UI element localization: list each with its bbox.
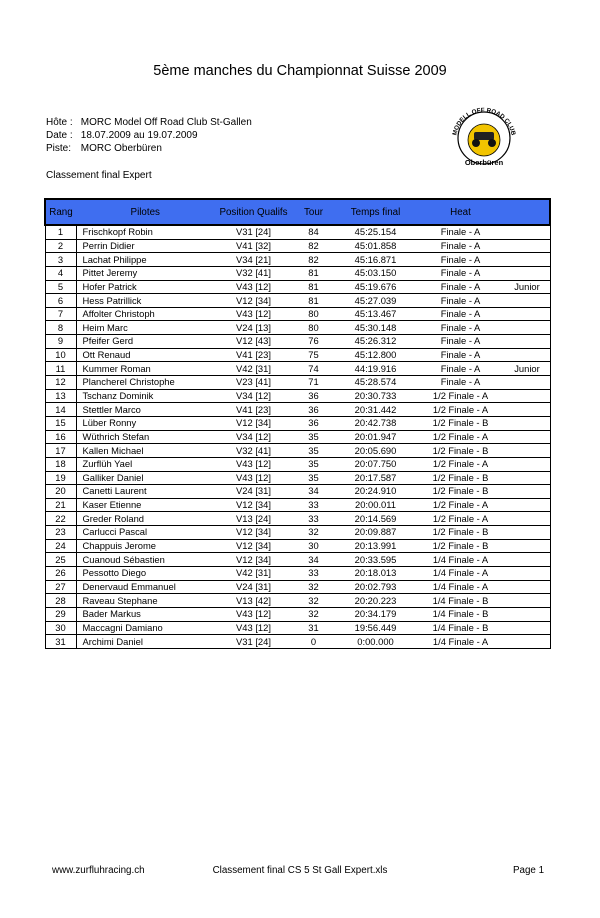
pilot-cell: Zurflüh Yael — [76, 457, 215, 471]
laps-cell: 33 — [293, 498, 335, 512]
category-cell — [505, 225, 551, 239]
final-time-cell: 20:07.750 — [335, 457, 417, 471]
qualif-position-cell: V12 [34] — [215, 416, 293, 430]
qualif-position-cell: V34 [12] — [215, 430, 293, 444]
page-title: 5ème manches du Championnat Suisse 2009 — [153, 63, 447, 79]
final-time-cell: 0:00.000 — [335, 635, 417, 649]
footer-website: www.zurfluhracing.ch — [52, 865, 145, 876]
final-time-cell: 19:56.449 — [335, 621, 417, 635]
heat-cell: 1/4 Finale - A — [417, 635, 505, 649]
pilot-cell: Maccagni Damiano — [76, 621, 215, 635]
table-row — [45, 621, 550, 635]
heat-cell: 1/2 Finale - B — [417, 416, 505, 430]
heat-cell: Finale - A — [417, 307, 505, 321]
final-time-cell: 20:18.013 — [335, 567, 417, 581]
heat-cell: Finale - A — [417, 348, 505, 362]
rank-cell: 7 — [45, 307, 76, 321]
table-row — [45, 457, 550, 471]
pilot-cell: Lüber Ronny — [76, 416, 215, 430]
final-time-cell: 45:12.800 — [335, 348, 417, 362]
info-track — [46, 142, 162, 156]
qualif-position-cell: V31 [24] — [215, 225, 293, 239]
qualif-position-cell: V43 [12] — [215, 307, 293, 321]
pilot-cell: Kallen Michael — [76, 444, 215, 458]
info-host — [46, 116, 252, 130]
track-value: MORC Oberbüren — [80, 143, 162, 154]
pilot-cell: Affolter Christoph — [76, 307, 215, 321]
rank-cell: 12 — [45, 376, 76, 390]
category-cell — [505, 594, 551, 608]
final-time-cell: 20:24.910 — [335, 485, 417, 499]
laps-cell: 33 — [293, 512, 335, 526]
qualif-position-cell: V24 [13] — [215, 321, 293, 335]
final-time-cell: 45:19.676 — [335, 280, 417, 294]
final-time-cell: 20:30.733 — [335, 389, 417, 403]
heat-cell: Finale - A — [417, 376, 505, 390]
laps-cell: 31 — [293, 621, 335, 635]
column-header-3: Tour — [293, 199, 335, 225]
category-cell — [505, 444, 551, 458]
rank-cell: 11 — [45, 362, 76, 376]
table-row — [45, 607, 550, 621]
final-time-cell: 45:28.574 — [335, 376, 417, 390]
qualif-position-cell: V34 [21] — [215, 253, 293, 267]
rank-cell: 25 — [45, 553, 76, 567]
logo-arc-text: MODELL OFF ROAD CLUB — [451, 106, 517, 137]
final-time-cell: 20:14.569 — [335, 512, 417, 526]
laps-cell: 75 — [293, 348, 335, 362]
laps-cell: 36 — [293, 403, 335, 417]
table-row — [45, 512, 550, 526]
final-time-cell: 20:00.011 — [335, 498, 417, 512]
heat-cell: 1/2 Finale - A — [417, 430, 505, 444]
column-header-6 — [505, 199, 551, 225]
laps-cell: 35 — [293, 457, 335, 471]
pilot-cell: Raveau Stephane — [76, 594, 215, 608]
heat-cell: 1/4 Finale - B — [417, 621, 505, 635]
heat-cell: Finale - A — [417, 362, 505, 376]
rank-cell: 22 — [45, 512, 76, 526]
heat-cell: 1/4 Finale - A — [417, 567, 505, 581]
qualif-position-cell: V32 [41] — [215, 444, 293, 458]
category-cell — [505, 485, 551, 499]
qualif-position-cell: V42 [31] — [215, 362, 293, 376]
table-row — [45, 444, 550, 458]
heat-cell: Finale - A — [417, 253, 505, 267]
heat-cell: Finale - A — [417, 225, 505, 239]
laps-cell: 81 — [293, 280, 335, 294]
category-cell — [505, 526, 551, 540]
rank-cell: 19 — [45, 471, 76, 485]
column-header-5: Heat — [417, 199, 505, 225]
date-label: Date : — [46, 130, 73, 141]
final-time-cell: 20:01.947 — [335, 430, 417, 444]
column-header-4: Temps final — [335, 199, 417, 225]
host-label: Hôte : — [46, 117, 73, 128]
final-time-cell: 20:05.690 — [335, 444, 417, 458]
laps-cell: 35 — [293, 430, 335, 444]
category-cell — [505, 376, 551, 390]
pilot-cell: Lachat Philippe — [76, 253, 215, 267]
heat-cell: 1/2 Finale - A — [417, 389, 505, 403]
qualif-position-cell: V12 [34] — [215, 539, 293, 553]
final-time-cell: 20:31.442 — [335, 403, 417, 417]
qualif-position-cell: V31 [24] — [215, 635, 293, 649]
qualif-position-cell: V41 [23] — [215, 348, 293, 362]
rank-cell: 9 — [45, 335, 76, 349]
category-cell — [505, 348, 551, 362]
laps-cell: 84 — [293, 225, 335, 239]
heat-cell: Finale - A — [417, 266, 505, 280]
rank-cell: 20 — [45, 485, 76, 499]
pilot-cell: Cuanoud Sébastien — [76, 553, 215, 567]
category-cell — [505, 457, 551, 471]
logo-place-text: Oberbüren — [464, 158, 504, 167]
date-value: 18.07.2009 au 19.07.2009 — [80, 130, 198, 141]
table-row — [45, 362, 550, 376]
pilot-cell: Ott Renaud — [76, 348, 215, 362]
laps-cell: 33 — [293, 567, 335, 581]
pilot-cell: Pfeifer Gerd — [76, 335, 215, 349]
host-value: MORC Model Off Road Club St-Gallen — [80, 117, 252, 128]
heat-cell: 1/2 Finale - B — [417, 485, 505, 499]
table-row — [45, 635, 550, 649]
category-cell — [505, 294, 551, 308]
pilot-cell: Pessotto Diego — [76, 567, 215, 581]
laps-cell: 80 — [293, 307, 335, 321]
table-row — [45, 335, 550, 349]
laps-cell: 32 — [293, 594, 335, 608]
category-cell — [505, 471, 551, 485]
table-row — [45, 376, 550, 390]
category-cell — [505, 635, 551, 649]
pilot-cell: Bader Markus — [76, 607, 215, 621]
rank-cell: 31 — [45, 635, 76, 649]
heat-cell: 1/2 Finale - B — [417, 526, 505, 540]
final-time-cell: 45:30.148 — [335, 321, 417, 335]
table-row — [45, 416, 550, 430]
heat-cell: Finale - A — [417, 294, 505, 308]
rank-cell: 21 — [45, 498, 76, 512]
qualif-position-cell: V43 [12] — [215, 621, 293, 635]
laps-cell: 36 — [293, 416, 335, 430]
laps-cell: 74 — [293, 362, 335, 376]
pilot-cell: Kaser Etienne — [76, 498, 215, 512]
heat-cell: Finale - A — [417, 280, 505, 294]
pilot-cell: Canetti Laurent — [76, 485, 215, 499]
category-cell — [505, 416, 551, 430]
final-time-cell: 45:16.871 — [335, 253, 417, 267]
laps-cell: 35 — [293, 444, 335, 458]
qualif-position-cell: V24 [31] — [215, 485, 293, 499]
qualif-position-cell: V43 [12] — [215, 457, 293, 471]
rank-cell: 28 — [45, 594, 76, 608]
pilot-cell: Kummer Roman — [76, 362, 215, 376]
laps-cell: 35 — [293, 471, 335, 485]
heat-cell: 1/2 Finale - A — [417, 512, 505, 526]
laps-cell: 34 — [293, 485, 335, 499]
rank-cell: 14 — [45, 403, 76, 417]
pilot-cell: Frischkopf Robin — [76, 225, 215, 239]
pilot-cell: Perrin Didier — [76, 239, 215, 253]
category-cell — [505, 498, 551, 512]
table-row — [45, 526, 550, 540]
rank-cell: 1 — [45, 225, 76, 239]
pilot-cell: Pittet Jeremy — [76, 266, 215, 280]
pilot-cell: Chappuis Jerome — [76, 539, 215, 553]
rank-cell: 2 — [45, 239, 76, 253]
category-cell — [505, 266, 551, 280]
table-row — [45, 553, 550, 567]
qualif-position-cell: V24 [31] — [215, 580, 293, 594]
rank-cell: 24 — [45, 539, 76, 553]
table-row — [45, 253, 550, 267]
laps-cell: 32 — [293, 580, 335, 594]
table-header-row — [45, 199, 550, 225]
table-row — [45, 266, 550, 280]
qualif-position-cell: V34 [12] — [215, 389, 293, 403]
heat-cell: 1/2 Finale - B — [417, 471, 505, 485]
table-row — [45, 225, 550, 239]
pilot-cell: Denervaud Emmanuel — [76, 580, 215, 594]
heat-cell: 1/4 Finale - B — [417, 607, 505, 621]
category-cell — [505, 389, 551, 403]
heat-cell: Finale - A — [417, 239, 505, 253]
heat-cell: Finale - A — [417, 321, 505, 335]
category-cell: Junior — [505, 280, 551, 294]
qualif-position-cell: V43 [12] — [215, 471, 293, 485]
laps-cell: 30 — [293, 539, 335, 553]
qualif-position-cell: V13 [42] — [215, 594, 293, 608]
rank-cell: 23 — [45, 526, 76, 540]
category-cell — [505, 403, 551, 417]
heat-cell: 1/4 Finale - B — [417, 594, 505, 608]
final-time-cell: 45:26.312 — [335, 335, 417, 349]
laps-cell: 82 — [293, 239, 335, 253]
table-row — [45, 485, 550, 499]
qualif-position-cell: V13 [24] — [215, 512, 293, 526]
pilot-cell: Stettler Marco — [76, 403, 215, 417]
category-cell — [505, 607, 551, 621]
track-label: Piste: — [46, 143, 72, 154]
category-cell — [505, 321, 551, 335]
qualif-position-cell: V12 [34] — [215, 553, 293, 567]
rank-cell: 26 — [45, 567, 76, 581]
qualif-position-cell: V43 [12] — [215, 280, 293, 294]
laps-cell: 81 — [293, 266, 335, 280]
category-cell — [505, 621, 551, 635]
table-row — [45, 239, 550, 253]
column-header-1: Pilotes — [76, 199, 215, 225]
rank-cell: 13 — [45, 389, 76, 403]
table-row — [45, 403, 550, 417]
rank-cell: 4 — [45, 266, 76, 280]
rank-cell: 27 — [45, 580, 76, 594]
table-row — [45, 280, 550, 294]
pilot-cell: Wüthrich Stefan — [76, 430, 215, 444]
table-row — [45, 594, 550, 608]
final-time-cell: 20:17.587 — [335, 471, 417, 485]
qualif-position-cell: V32 [41] — [215, 266, 293, 280]
laps-cell: 71 — [293, 376, 335, 390]
final-time-cell: 20:33.595 — [335, 553, 417, 567]
final-time-cell: 20:09.887 — [335, 526, 417, 540]
laps-cell: 81 — [293, 294, 335, 308]
category-cell: Junior — [505, 362, 551, 376]
qualif-position-cell: V41 [23] — [215, 403, 293, 417]
table-row — [45, 389, 550, 403]
pilot-cell: Carlucci Pascal — [76, 526, 215, 540]
pilot-cell: Plancherel Christophe — [76, 376, 215, 390]
club-logo — [446, 100, 522, 168]
rank-cell: 17 — [45, 444, 76, 458]
table-row — [45, 539, 550, 553]
final-time-cell: 45:13.467 — [335, 307, 417, 321]
laps-cell: 80 — [293, 321, 335, 335]
final-time-cell: 44:19.916 — [335, 362, 417, 376]
rank-cell: 6 — [45, 294, 76, 308]
heat-cell: 1/2 Finale - A — [417, 403, 505, 417]
heat-cell: 1/4 Finale - A — [417, 580, 505, 594]
qualif-position-cell: V12 [34] — [215, 526, 293, 540]
heat-cell: 1/4 Finale - A — [417, 553, 505, 567]
column-header-2: Position Qualifs — [215, 199, 293, 225]
pilot-cell: Archimi Daniel — [76, 635, 215, 649]
laps-cell: 76 — [293, 335, 335, 349]
final-time-cell: 45:01.858 — [335, 239, 417, 253]
category-cell — [505, 239, 551, 253]
rank-cell: 29 — [45, 607, 76, 621]
laps-cell: 34 — [293, 553, 335, 567]
rank-cell: 10 — [45, 348, 76, 362]
category-cell — [505, 539, 551, 553]
table-row — [45, 471, 550, 485]
final-time-cell: 20:20.223 — [335, 594, 417, 608]
qualif-position-cell: V12 [34] — [215, 498, 293, 512]
final-time-cell: 45:03.150 — [335, 266, 417, 280]
rank-cell: 30 — [45, 621, 76, 635]
qualif-position-cell: V43 [12] — [215, 607, 293, 621]
heat-cell: 1/2 Finale - A — [417, 498, 505, 512]
final-time-cell: 20:42.738 — [335, 416, 417, 430]
qualif-position-cell: V41 [32] — [215, 239, 293, 253]
rank-cell: 16 — [45, 430, 76, 444]
table-row — [45, 498, 550, 512]
qualif-position-cell: V23 [41] — [215, 376, 293, 390]
footer-filename: Classement final CS 5 St Gall Expert.xls — [212, 865, 388, 876]
final-time-cell: 20:13.991 — [335, 539, 417, 553]
heat-cell: Finale - A — [417, 335, 505, 349]
info-date — [46, 129, 198, 143]
table-row — [45, 307, 550, 321]
category-cell — [505, 253, 551, 267]
laps-cell: 82 — [293, 253, 335, 267]
rank-cell: 5 — [45, 280, 76, 294]
pilot-cell: Tschanz Dominik — [76, 389, 215, 403]
footer-page: Page 1 — [513, 865, 545, 876]
qualif-position-cell: V12 [43] — [215, 335, 293, 349]
final-time-cell: 20:34.179 — [335, 607, 417, 621]
final-time-cell: 45:27.039 — [335, 294, 417, 308]
section-title: Classement final Expert — [46, 170, 152, 181]
results-table — [44, 198, 551, 649]
heat-cell: 1/2 Finale - A — [417, 457, 505, 471]
category-cell — [505, 580, 551, 594]
column-header-0: Rang — [45, 199, 76, 225]
laps-cell: 32 — [293, 607, 335, 621]
pilot-cell: Heim Marc — [76, 321, 215, 335]
rank-cell: 15 — [45, 416, 76, 430]
heat-cell: 1/2 Finale - B — [417, 539, 505, 553]
table-row — [45, 567, 550, 581]
rank-cell: 8 — [45, 321, 76, 335]
final-time-cell: 45:25.154 — [335, 225, 417, 239]
heat-cell: 1/2 Finale - B — [417, 444, 505, 458]
rank-cell: 18 — [45, 457, 76, 471]
rank-cell: 3 — [45, 253, 76, 267]
category-cell — [505, 307, 551, 321]
laps-cell: 0 — [293, 635, 335, 649]
category-cell — [505, 430, 551, 444]
table-row — [45, 430, 550, 444]
final-time-cell: 20:02.793 — [335, 580, 417, 594]
pilot-cell: Hess Patrillick — [76, 294, 215, 308]
qualif-position-cell: V12 [34] — [215, 294, 293, 308]
table-row — [45, 294, 550, 308]
table-row — [45, 321, 550, 335]
pilot-cell: Greder Roland — [76, 512, 215, 526]
laps-cell: 36 — [293, 389, 335, 403]
laps-cell: 32 — [293, 526, 335, 540]
category-cell — [505, 553, 551, 567]
category-cell — [505, 512, 551, 526]
pilot-cell: Galliker Daniel — [76, 471, 215, 485]
qualif-position-cell: V42 [31] — [215, 567, 293, 581]
table-row — [45, 580, 550, 594]
category-cell — [505, 567, 551, 581]
pilot-cell: Hofer Patrick — [76, 280, 215, 294]
table-body — [45, 225, 550, 648]
table-row — [45, 348, 550, 362]
category-cell — [505, 335, 551, 349]
